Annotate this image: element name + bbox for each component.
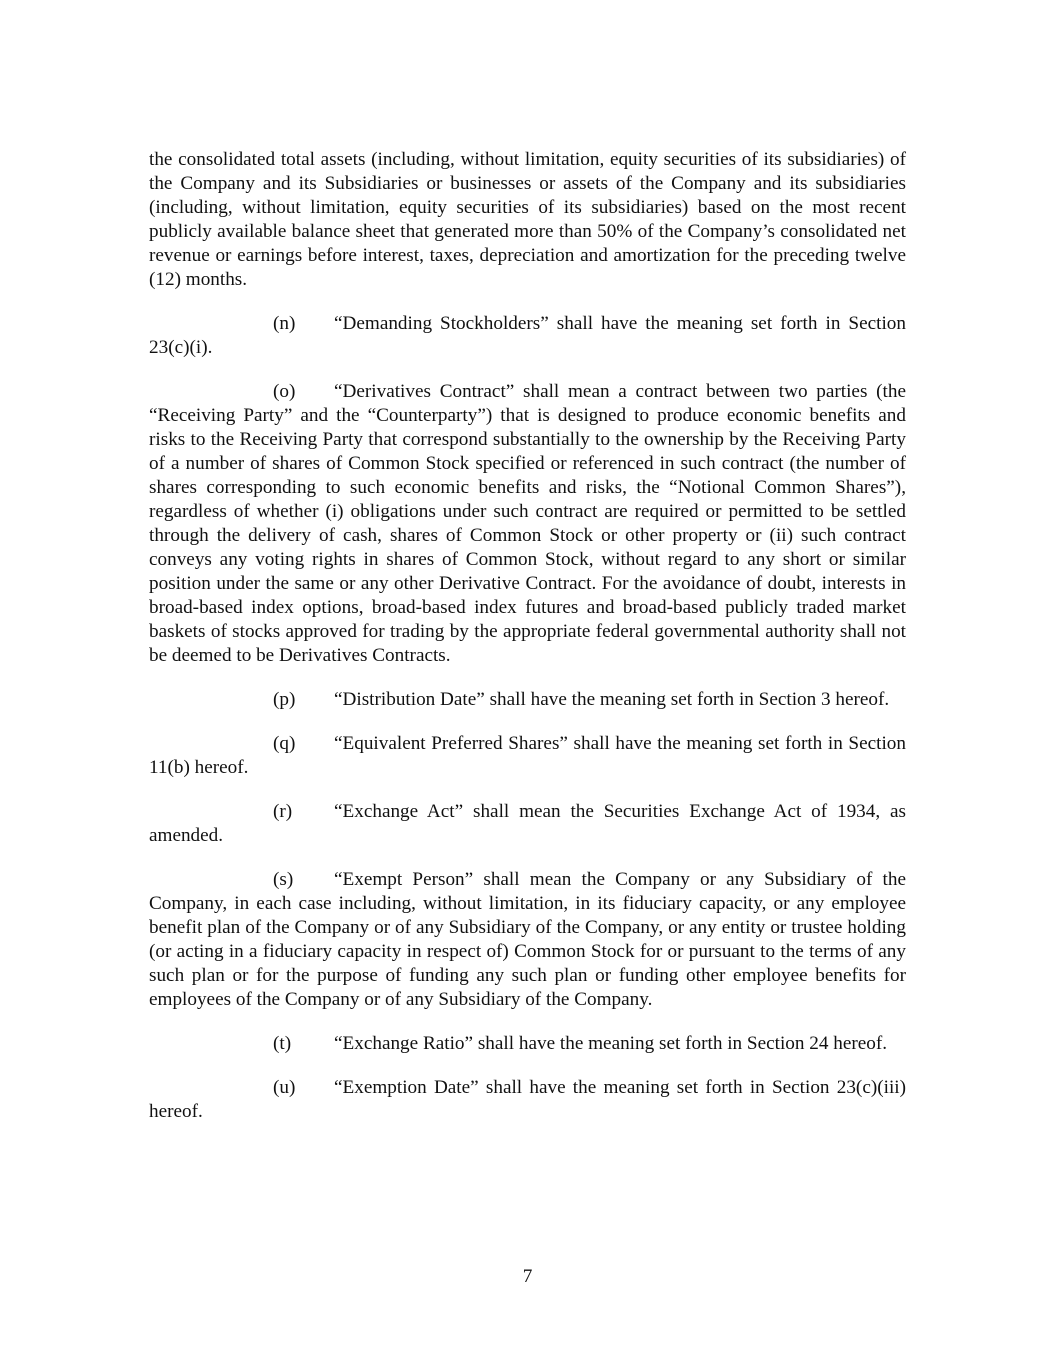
definition-text: “Derivatives Contract” shall mean a contract between two parties (the “Receiving Party” and the “Counterparty”) that is designed to produce economic benefits and risks to the Receiving Party that correspond substantially to the ownership by the Receiving Party of a number of shares of Common Stock specified or referenced in such contract (the number of shares corresponding to such economic benefits and risks, the “Notional Common Shares”), regardless of whether (i) obligations under such contract are required or permitted to be settled through the delivery of cash, shares of Common Stock or other property or (ii) such contract conveys any voting rights in shares of Common Stock, without regard to any short or similar position under the same or any other Derivative Contract. For the avoidance of doubt, interests in broad-based index options, broad-based index futures and broad-based publicly traded market baskets of stocks approved for trading by the appropriate federal governmental authority shall not be deemed to be Derivatives Contracts. (149, 381, 906, 666)
definition-t (149, 1032, 906, 1056)
definition-label: (q) (273, 733, 296, 754)
definition-p (149, 688, 906, 712)
definition-label: (o) (273, 381, 296, 402)
intro-paragraph: the consolidated total assets (including, without limitation, equity securities of its subsidiaries) of the Company and its Subsidiaries or businesses or assets of the Company and its subsidiaries (including, without limitation, equity securities of its subsidiaries) based on the most recent publicly available balance sheet that generated more than 50% of the Company’s consolidated net revenue or earnings before interest, taxes, depreciation and amortization for the preceding twelve (12) months. (149, 149, 906, 290)
definition-n (149, 312, 906, 360)
definition-s (149, 868, 906, 1012)
definition-label: (r) (273, 801, 293, 822)
definition-q (149, 732, 906, 780)
definition-u (149, 1076, 906, 1124)
definition-text: “Exchange Ratio” shall have the meaning set forth in Section 24 hereof. (334, 1033, 888, 1054)
definition-text: “Demanding Stockholders” shall have the meaning set forth in Section 23(c)(i). (149, 313, 906, 358)
page-number: 7 (522, 1266, 533, 1287)
definition-text: “Exchange Act” shall mean the Securities Exchange Act of 1934, as amended. (149, 801, 906, 846)
document-body (149, 148, 906, 1144)
definition-text: “Distribution Date” shall have the meaning set forth in Section 3 hereof. (334, 689, 890, 710)
definition-text: “Exempt Person” shall mean the Company or any Subsidiary of the Company, in each case including, without limitation, in its fiduciary capacity, or any employee benefit plan of the Company or of any Subsidiary of the Company, or any entity or trustee holding (or acting in a fiduciary capacity in respect of) Common Stock for or pursuant to the terms of any such plan or for the purpose of funding any such plan or funding other employee benefits for employees of the Company or of any Subsidiary of the Company. (149, 869, 906, 1010)
definition-text: “Exemption Date” shall have the meaning set forth in Section 23(c)(iii) hereof. (149, 1077, 906, 1122)
definition-label: (p) (273, 689, 296, 710)
definition-text: “Equivalent Preferred Shares” shall have the meaning set forth in Section 11(b) hereof. (149, 733, 906, 778)
definition-label: (t) (273, 1033, 292, 1054)
definition-r (149, 800, 906, 848)
definition-label: (u) (273, 1077, 296, 1098)
definition-o (149, 380, 906, 668)
definition-label: (s) (273, 869, 294, 890)
definition-label: (n) (273, 313, 296, 334)
